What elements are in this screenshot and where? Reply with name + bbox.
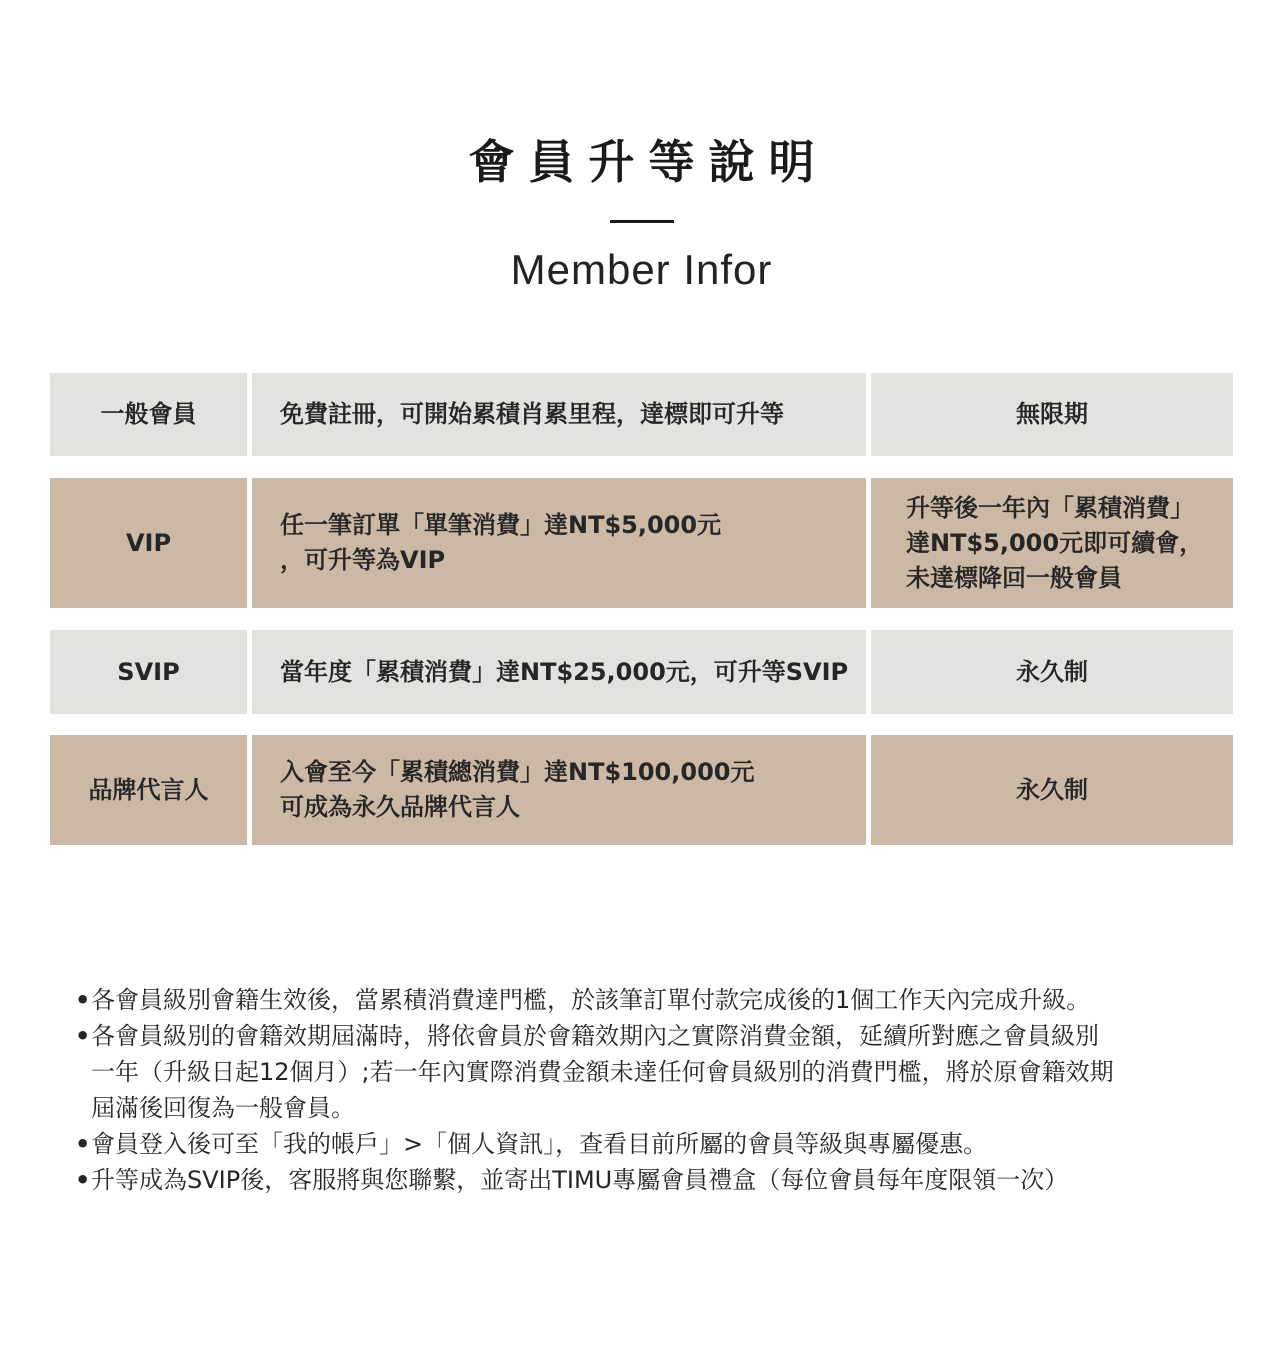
- note-line: 各會員級別的會籍效期屆滿時，將依會員於會籍效期內之實際消費金額，延續所對應之會員級別: [91, 1022, 1099, 1050]
- tier-validity-cell: [871, 735, 1233, 845]
- note-line: 一年（升級日起12個月）;若一年內實際消費金額未達任何會員級別的消費門檻，將於原會籍效期: [91, 1058, 1114, 1086]
- note-item: [75, 982, 1225, 1018]
- tier-row-svip: [50, 630, 1233, 714]
- tier-name: SVIP: [117, 657, 180, 686]
- page-subtitle: Member Infor: [510, 246, 773, 293]
- note-item: [75, 1018, 1225, 1126]
- tier-name-cell: [50, 630, 247, 714]
- note-line: 屆滿後回復為一般會員。: [91, 1094, 355, 1122]
- tier-requirement-line: 任一筆訂單「單筆消費」達NT$5,000元: [280, 511, 722, 539]
- tier-validity-line: 永久制: [1016, 775, 1088, 804]
- note-item: [75, 1126, 1225, 1162]
- tier-validity-cell: [871, 373, 1233, 456]
- bullet-icon: •: [75, 986, 91, 1014]
- tier-validity-line: 永久制: [1016, 657, 1088, 686]
- tier-requirement-line: ，可升等為VIP: [280, 546, 446, 574]
- tier-validity-line: 達NT$5,000元即可續會，: [906, 528, 1204, 557]
- tier-validity-line: 未達標降回一般會員: [906, 563, 1122, 592]
- bullet-icon: •: [75, 1166, 91, 1194]
- tier-name: 一般會員: [100, 400, 197, 428]
- note-item: [75, 1162, 1225, 1198]
- tier-requirement-line: 入會至今「累積總消費」達NT$100,000元: [280, 758, 755, 786]
- tier-requirement-cell: [252, 735, 866, 845]
- note-line: 會員登入後可至「我的帳戶」>「個人資訊」，查看目前所屬的會員等級與專屬優惠。: [91, 1130, 988, 1158]
- tier-requirement-line: 免費註冊，可開始累積肖累里程，達標即可升等: [280, 400, 784, 428]
- page-title: 會員升等說明: [468, 135, 829, 189]
- tier-name-cell: [50, 478, 247, 608]
- tier-row-vip: [50, 478, 1233, 608]
- tier-requirement-line: 可成為永久品牌代言人: [280, 793, 520, 821]
- tier-name: VIP: [125, 528, 172, 557]
- tier-validity-line: 無限期: [1016, 400, 1088, 428]
- note-line: 升等成為SVIP後，客服將與您聯繫，並寄出TIMU專屬會員禮盒（每位會員每年度限領一次）: [91, 1166, 1069, 1194]
- tier-requirement-cell: [252, 373, 866, 456]
- membership-notes: [75, 982, 1225, 1198]
- tier-validity-cell: [871, 630, 1233, 714]
- tier-requirement-cell: [252, 478, 866, 608]
- tier-row-ambassador: [50, 735, 1233, 845]
- tier-name-cell: [50, 735, 247, 845]
- tier-name-cell: [50, 373, 247, 456]
- tier-requirement-line: 當年度「累積消費」達NT$25,000元，可升等SVIP: [280, 657, 849, 686]
- tier-requirement-cell: [252, 630, 866, 714]
- bullet-icon: •: [75, 1022, 91, 1050]
- tier-validity-line: 升等後一年內「累積消費」: [906, 493, 1194, 522]
- title-divider: [610, 220, 674, 223]
- tier-name: 品牌代言人: [88, 775, 209, 804]
- note-line: 各會員級別會籍生效後，當累積消費達門檻，於該筆訂單付款完成後的1個工作天內完成升級。: [91, 986, 1091, 1014]
- bullet-icon: •: [75, 1130, 91, 1158]
- tier-row-general: [50, 373, 1233, 456]
- tier-validity-cell: [871, 478, 1233, 608]
